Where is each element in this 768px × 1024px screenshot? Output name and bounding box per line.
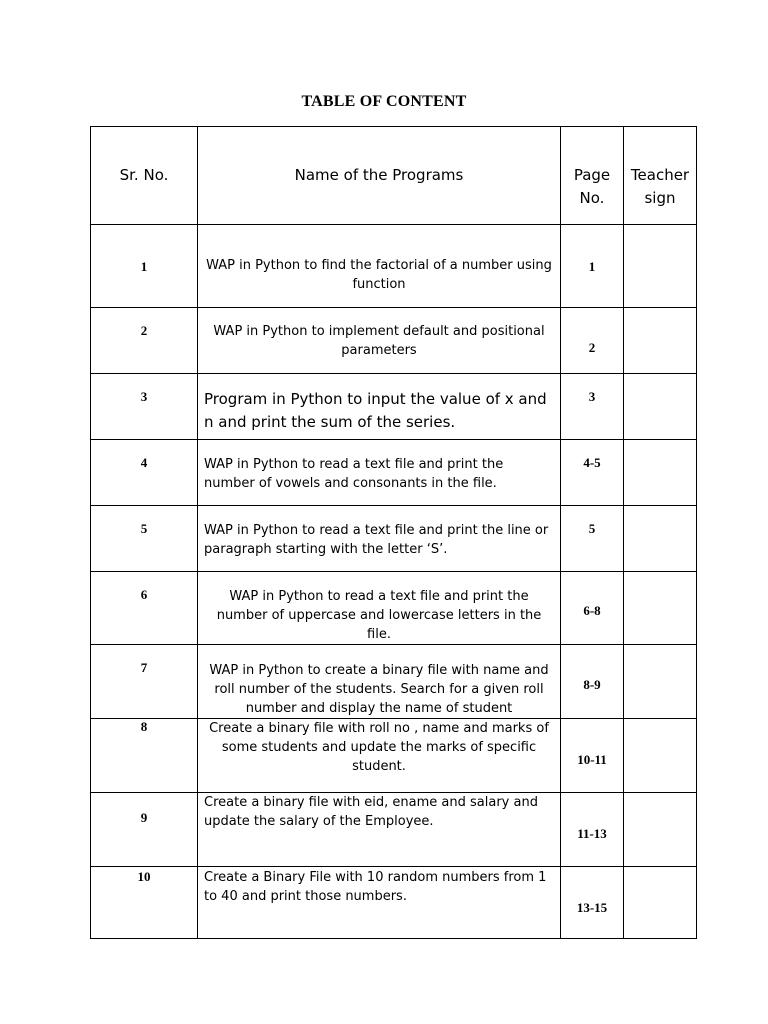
program-name-cell: WAP in Python to read a text file and print the line or paragraph starting with the letter ‘S’. — [198, 506, 561, 572]
page-no-cell: 3 — [561, 374, 624, 440]
page-title: TABLE OF CONTENT — [301, 93, 467, 110]
teacher-sign-cell — [624, 867, 697, 939]
table-row — [91, 793, 697, 867]
teacher-sign-cell — [624, 719, 697, 793]
program-name-cell: Create a binary file with roll no , name and marks of some students and update the marks of specific student. — [198, 719, 561, 793]
page-no-cell: 13-15 — [561, 867, 624, 939]
teacher-sign-cell — [624, 440, 697, 506]
page-no-cell: 10-11 — [561, 719, 624, 793]
header-page-no — [561, 127, 624, 225]
sr-no-cell: 8 — [91, 719, 198, 793]
header-page-line2: No. — [579, 189, 605, 207]
program-name-cell: WAP in Python to read a text file and print the number of vowels and consonants in the file. — [198, 440, 561, 506]
sr-no-cell: 2 — [91, 308, 198, 374]
table-row — [91, 867, 697, 939]
table-row — [91, 440, 697, 506]
table-row — [91, 719, 697, 793]
table-row — [91, 506, 697, 572]
header-program-name: Name of the Programs — [198, 127, 561, 225]
program-name-cell: WAP in Python to find the factorial of a number using function — [198, 225, 561, 308]
sr-no-cell: 4 — [91, 440, 198, 506]
teacher-sign-cell — [624, 225, 697, 308]
program-name-cell: Program in Python to input the value of x and n and print the sum of the series. — [198, 374, 561, 440]
table-row — [91, 374, 697, 440]
header-page-line1: Page — [573, 166, 611, 184]
table-row — [91, 572, 697, 645]
table-row — [91, 645, 697, 719]
teacher-sign-cell — [624, 645, 697, 719]
sr-no-cell: 1 — [91, 225, 198, 308]
sr-no-cell: 6 — [91, 572, 198, 645]
header-sign-line1: Teacher — [630, 166, 690, 184]
teacher-sign-cell — [624, 793, 697, 867]
sr-no-cell: 9 — [91, 793, 198, 867]
table-row — [91, 308, 697, 374]
page-no-cell: 8-9 — [561, 645, 624, 719]
page-no-cell: 11-13 — [561, 793, 624, 867]
header-teacher-sign — [624, 127, 697, 225]
page-no-cell: 6-8 — [561, 572, 624, 645]
page-no-cell: 4-5 — [561, 440, 624, 506]
sr-no-cell: 10 — [91, 867, 198, 939]
page-no-cell: 5 — [561, 506, 624, 572]
header-row — [91, 127, 697, 225]
header-sign-line2: sign — [644, 189, 676, 207]
program-name-cell: Create a Binary File with 10 random numbers from 1 to 40 and print those numbers. — [198, 867, 561, 939]
teacher-sign-cell — [624, 572, 697, 645]
teacher-sign-cell — [624, 374, 697, 440]
page-no-cell: 1 — [561, 225, 624, 308]
program-name-cell: WAP in Python to create a binary file with name and roll number of the students. Search for a given roll number and display the name of student — [198, 645, 561, 719]
program-name-cell: Create a binary file with eid, ename and salary and update the salary of the Employee. — [198, 793, 561, 867]
table-of-content — [90, 126, 697, 939]
table-row — [91, 225, 697, 308]
sr-no-cell: 5 — [91, 506, 198, 572]
sr-no-cell: 7 — [91, 645, 198, 719]
program-name-cell: WAP in Python to read a text file and print the number of uppercase and lowercase letters in the file. — [198, 572, 561, 645]
program-name-cell: WAP in Python to implement default and positional parameters — [198, 308, 561, 374]
sr-no-cell: 3 — [91, 374, 198, 440]
page-no-cell: 2 — [561, 308, 624, 374]
teacher-sign-cell — [624, 506, 697, 572]
teacher-sign-cell — [624, 308, 697, 374]
header-sr-no: Sr. No. — [91, 127, 198, 225]
